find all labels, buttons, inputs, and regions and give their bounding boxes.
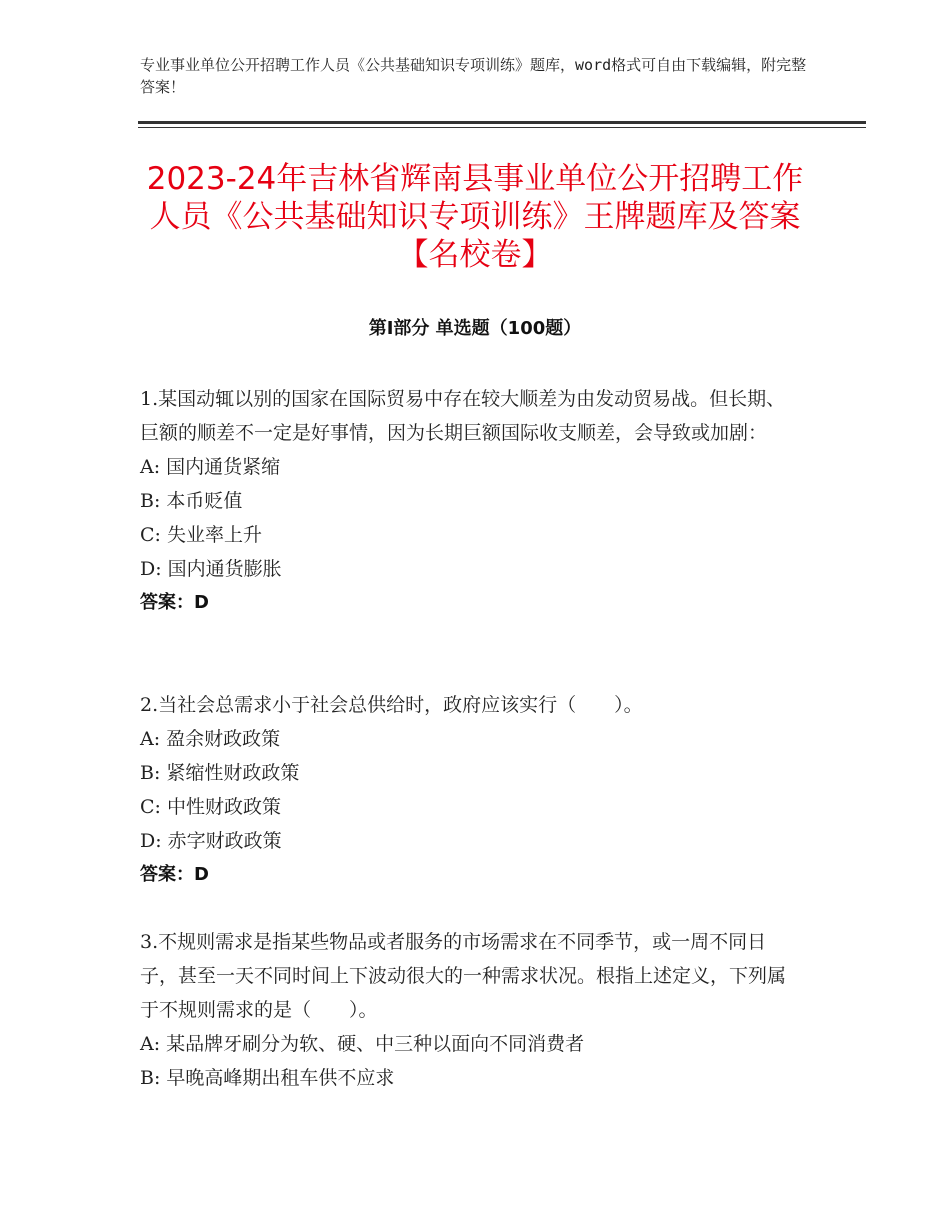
question-text: 3.不规则需求是指某些物品或者服务的市场需求在不同季节，或一周不同日子，甚至一天不同时间上下波动很大的一种需求状况。根指上述定义，下列属于不规则需求的是（ ）。	[140, 931, 787, 1021]
question-block	[140, 688, 820, 892]
option-a: A: 盈余财政政策	[140, 728, 281, 750]
option-d: D: 赤字财政政策	[140, 830, 282, 852]
answer-line: 答案：D	[140, 592, 209, 613]
option-b: B: 早晚高峰期出租车供不应求	[140, 1067, 395, 1089]
question-block	[140, 382, 820, 620]
header-rule-thin	[138, 127, 866, 128]
header-rule-thick	[138, 121, 866, 124]
option-b: B: 紧缩性财政政策	[140, 762, 300, 784]
option-a: A: 国内通货紧缩	[140, 456, 281, 478]
option-d: D: 国内通货膨胀	[140, 558, 282, 580]
question-block	[140, 925, 820, 1095]
option-a: A: 某品牌牙刷分为软、硬、中三种以面向不同消费者	[140, 1033, 585, 1055]
option-b: B: 本币贬值	[140, 490, 243, 512]
question-text: 2.当社会总需求小于社会总供给时，政府应该实行（ ）。	[140, 694, 643, 716]
question-text: 1.某国动辄以别的国家在国际贸易中存在较大顺差为由发动贸易战。但长期、巨额的顺差不一定是好事情，因为长期巨额国际收支顺差，会导致或加剧：	[140, 388, 786, 444]
document-title: 2023-24年吉林省辉南县事业单位公开招聘工作人员《公共基础知识专项训练》王牌题库及答案【名校卷】	[146, 161, 804, 273]
option-c: C: 中性财政政策	[140, 796, 281, 818]
section-heading: 第Ⅰ部分 单选题（100题）	[368, 318, 582, 339]
option-c: C: 失业率上升	[140, 524, 262, 546]
header-note: 专业事业单位公开招聘工作人员《公共基础知识专项训练》题库，word格式可自由下载编辑，附完整答案！	[140, 56, 807, 96]
answer-line: 答案：D	[140, 864, 209, 885]
